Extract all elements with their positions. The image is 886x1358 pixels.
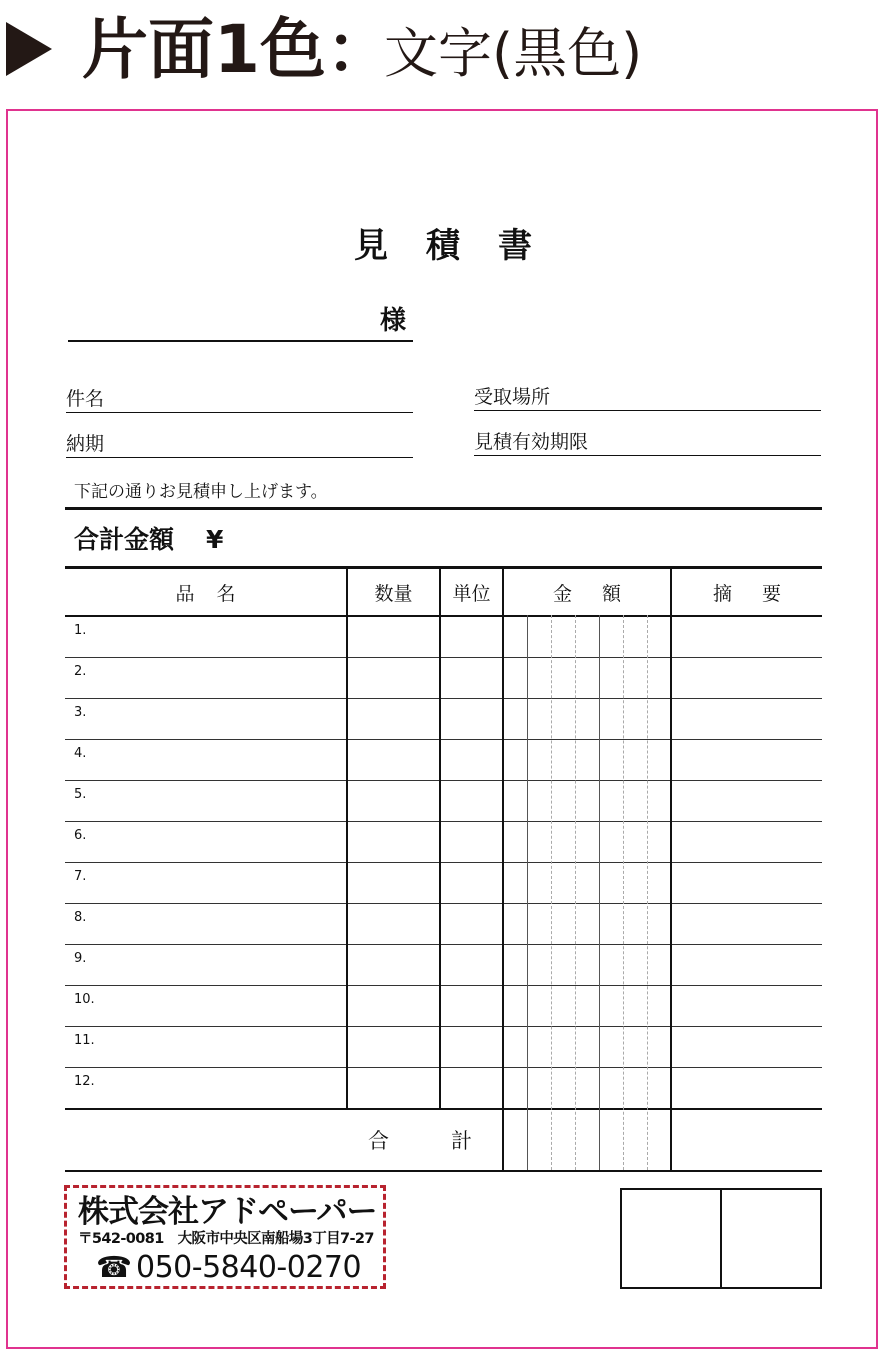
unit-cell[interactable] (440, 822, 503, 863)
unit-cell[interactable] (440, 740, 503, 781)
phone-icon: ☎ (96, 1250, 133, 1284)
qty-cell[interactable] (347, 986, 440, 1027)
header-unit: 単位 (440, 568, 503, 617)
table-row (65, 658, 822, 699)
table-header-row (65, 568, 822, 617)
amount-cell[interactable] (503, 1027, 671, 1068)
triangle-bullet-icon (6, 22, 52, 76)
header-qty: 数量 (347, 568, 440, 617)
company-name: 株式会社アドペーパー (78, 1194, 377, 1230)
item-cell[interactable] (65, 781, 347, 822)
row-number: 5. (74, 787, 87, 802)
remarks-cell[interactable] (671, 740, 822, 781)
row-number: 9. (74, 951, 87, 966)
table-row (65, 616, 822, 658)
qty-cell[interactable] (347, 1027, 440, 1068)
amount-guide-line (575, 615, 576, 1170)
remarks-cell[interactable] (671, 699, 822, 740)
subject-line (66, 412, 413, 413)
estimate-table (65, 566, 822, 1110)
item-cell[interactable] (65, 616, 347, 658)
qty-cell[interactable] (347, 945, 440, 986)
qty-cell[interactable] (347, 863, 440, 904)
row-number: 12. (74, 1074, 95, 1089)
qty-cell[interactable] (347, 1068, 440, 1110)
item-cell[interactable] (65, 904, 347, 945)
amount-cell[interactable] (503, 781, 671, 822)
row-number: 8. (74, 910, 87, 925)
unit-cell[interactable] (440, 904, 503, 945)
item-cell[interactable] (65, 699, 347, 740)
row-number: 10. (74, 992, 95, 1007)
recipient-line (68, 340, 413, 342)
amount-cell[interactable] (503, 863, 671, 904)
delivery-date-line (66, 457, 413, 458)
unit-cell[interactable] (440, 945, 503, 986)
item-cell[interactable] (65, 945, 347, 986)
amount-cell[interactable] (503, 945, 671, 986)
item-cell[interactable] (65, 822, 347, 863)
amount-cell[interactable] (503, 1068, 671, 1110)
unit-cell[interactable] (440, 616, 503, 658)
unit-cell[interactable] (440, 658, 503, 699)
table-row (65, 986, 822, 1027)
intro-text: 下記の通りお見積申し上げます。 (74, 482, 328, 502)
amount-guide-line (599, 615, 600, 1170)
yen-sign: ¥ (206, 525, 224, 554)
unit-cell[interactable] (440, 986, 503, 1027)
table-row (65, 863, 822, 904)
item-cell[interactable] (65, 658, 347, 699)
amount-guide-line (527, 615, 528, 1170)
remarks-cell[interactable] (671, 616, 822, 658)
qty-cell[interactable] (347, 740, 440, 781)
item-cell[interactable] (65, 1068, 347, 1110)
remarks-cell[interactable] (671, 1027, 822, 1068)
table-row (65, 945, 822, 986)
intro-rule (65, 507, 822, 510)
table-row (65, 699, 822, 740)
qty-cell[interactable] (347, 616, 440, 658)
qty-cell[interactable] (347, 904, 440, 945)
item-cell[interactable] (65, 986, 347, 1027)
remarks-cell[interactable] (671, 1068, 822, 1110)
row-number: 1. (74, 623, 87, 638)
amount-guide-line (551, 615, 552, 1170)
row-number: 3. (74, 705, 87, 720)
unit-cell[interactable] (440, 781, 503, 822)
subject-label: 件名 (66, 388, 105, 410)
qty-cell[interactable] (347, 781, 440, 822)
unit-cell[interactable] (440, 863, 503, 904)
header-main: 片面1色： (82, 11, 392, 88)
validity-label: 見積有効期限 (474, 431, 589, 453)
amount-cell[interactable] (503, 986, 671, 1027)
item-cell[interactable] (65, 740, 347, 781)
seal-box-1 (620, 1188, 722, 1289)
amount-guide-line (623, 615, 624, 1170)
remarks-cell[interactable] (671, 658, 822, 699)
remarks-cell[interactable] (671, 822, 822, 863)
item-cell[interactable] (65, 863, 347, 904)
remarks-cell[interactable] (671, 986, 822, 1027)
remarks-cell[interactable] (671, 945, 822, 986)
table-row (65, 1068, 822, 1110)
table-row (65, 1027, 822, 1068)
sum-label: 合計 (368, 1129, 534, 1153)
row-number: 11. (74, 1033, 95, 1048)
qty-cell[interactable] (347, 658, 440, 699)
honorific: 様 (380, 306, 407, 336)
delivery-place-line (474, 410, 821, 411)
header-remarks: 摘要 (671, 568, 822, 617)
sum-bottom-rule (65, 1170, 822, 1172)
row-number: 6. (74, 828, 87, 843)
seal-box-2 (720, 1188, 822, 1289)
delivery-date-label: 納期 (66, 433, 105, 455)
total-amount-label: 合計金額 (74, 525, 175, 554)
table-row (65, 904, 822, 945)
remarks-cell[interactable] (671, 863, 822, 904)
amount-cell[interactable] (503, 904, 671, 945)
validity-line (474, 455, 821, 456)
delivery-place-label: 受取場所 (474, 386, 551, 408)
row-number: 4. (74, 746, 87, 761)
qty-cell[interactable] (347, 699, 440, 740)
amount-guide-line (647, 615, 648, 1170)
row-number: 2. (74, 664, 87, 679)
header-sub: 文字(黒色) (384, 22, 643, 85)
header-item: 品名 (65, 568, 347, 617)
table-row (65, 781, 822, 822)
document-title: 見積書 (354, 226, 570, 266)
amount-cell[interactable] (503, 740, 671, 781)
remarks-cell[interactable] (671, 781, 822, 822)
company-phone: 050-5840-0270 (136, 1250, 362, 1285)
qty-cell[interactable] (347, 822, 440, 863)
item-cell[interactable] (65, 1027, 347, 1068)
sum-right-separator (670, 1110, 672, 1170)
header-amount: 金額 (503, 568, 671, 617)
amount-cell[interactable] (503, 699, 671, 740)
table-row (65, 822, 822, 863)
sum-left-separator (502, 1110, 504, 1170)
unit-cell[interactable] (440, 1068, 503, 1110)
remarks-cell[interactable] (671, 904, 822, 945)
amount-cell[interactable] (503, 658, 671, 699)
amount-cell[interactable] (503, 616, 671, 658)
table-row (65, 740, 822, 781)
amount-cell[interactable] (503, 822, 671, 863)
company-address: 〒542-0081 大阪市中央区南船場3丁目7-27 (78, 1231, 374, 1247)
row-number: 7. (74, 869, 87, 884)
unit-cell[interactable] (440, 1027, 503, 1068)
unit-cell[interactable] (440, 699, 503, 740)
